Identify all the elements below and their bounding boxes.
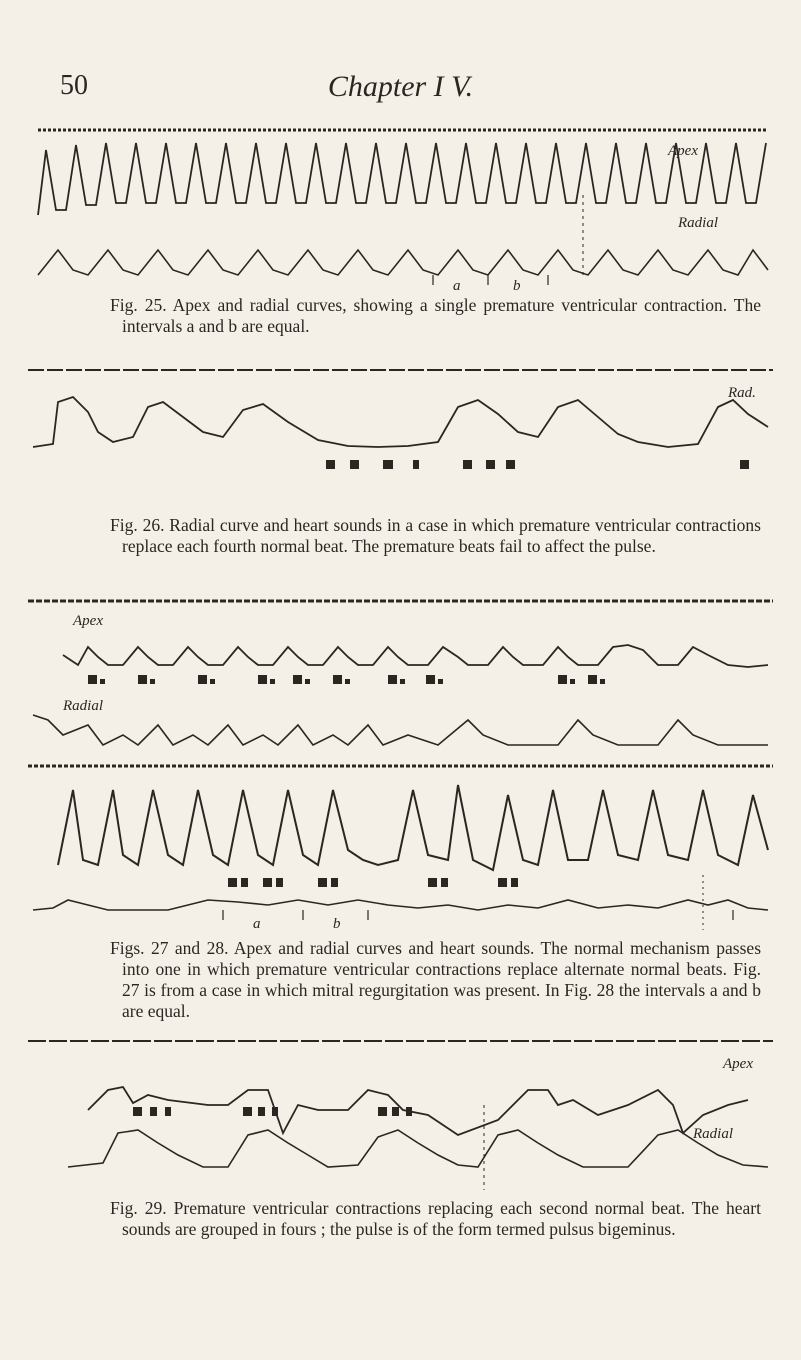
fig25-interval-b: b [513,278,521,294]
figure-27 [28,595,773,755]
figure-29-tracing [28,1035,773,1195]
fig28-interval-b: b [333,916,341,930]
page-number: 50 [60,70,88,101]
chapter-title: Chapter I V. [327,70,474,103]
fig25-caption: Fig. 25. Apex and radial curves, showing a single premature ventricular contraction. The intervals a and b are equal. [110,295,761,336]
fig25-apex-label: Apex [668,143,698,159]
fig25-radial-label: Radial [678,215,718,231]
figure-26 [28,362,773,502]
page-header [60,70,741,110]
figure-28-tracing [28,760,773,930]
fig29-caption: Fig. 29. Premature ventricular contractions replacing each second normal beat. The heart sounds are grouped in fours ; the pulse is of the form termed pulsus bigeminus. [110,1198,761,1239]
figure-29 [28,1035,773,1195]
fig27-radial-label: Radial [63,698,103,714]
fig25-interval-a: a [453,278,461,294]
figure-25-tracing [28,125,773,295]
figure-25 [28,125,773,295]
fig29-radial-label: Radial [693,1126,733,1142]
fig26-caption: Fig. 26. Radial curve and heart sounds in a case in which premature ventricular contractions replace each fourth normal beat. The premature beats fail to affect the pulse. [110,515,761,556]
fig27-apex-label: Apex [73,613,103,629]
fig29-apex-label: Apex [723,1056,753,1072]
figure-27-tracing [28,595,773,755]
fig26-rad-label: Rad. [728,385,756,401]
figure-28 [28,760,773,930]
fig28-interval-a: a [253,916,261,930]
figs27-28-caption: Figs. 27 and 28. Apex and radial curves and heart sounds. The normal mechanism passes into one in which premature ventricular contractions replace alternate normal beats. Fig. 27 is from a case in which mitral regurgitation was present. In Fig. 28 the intervals a and b are equal. [110,938,761,1021]
figure-26-tracing [28,362,773,502]
